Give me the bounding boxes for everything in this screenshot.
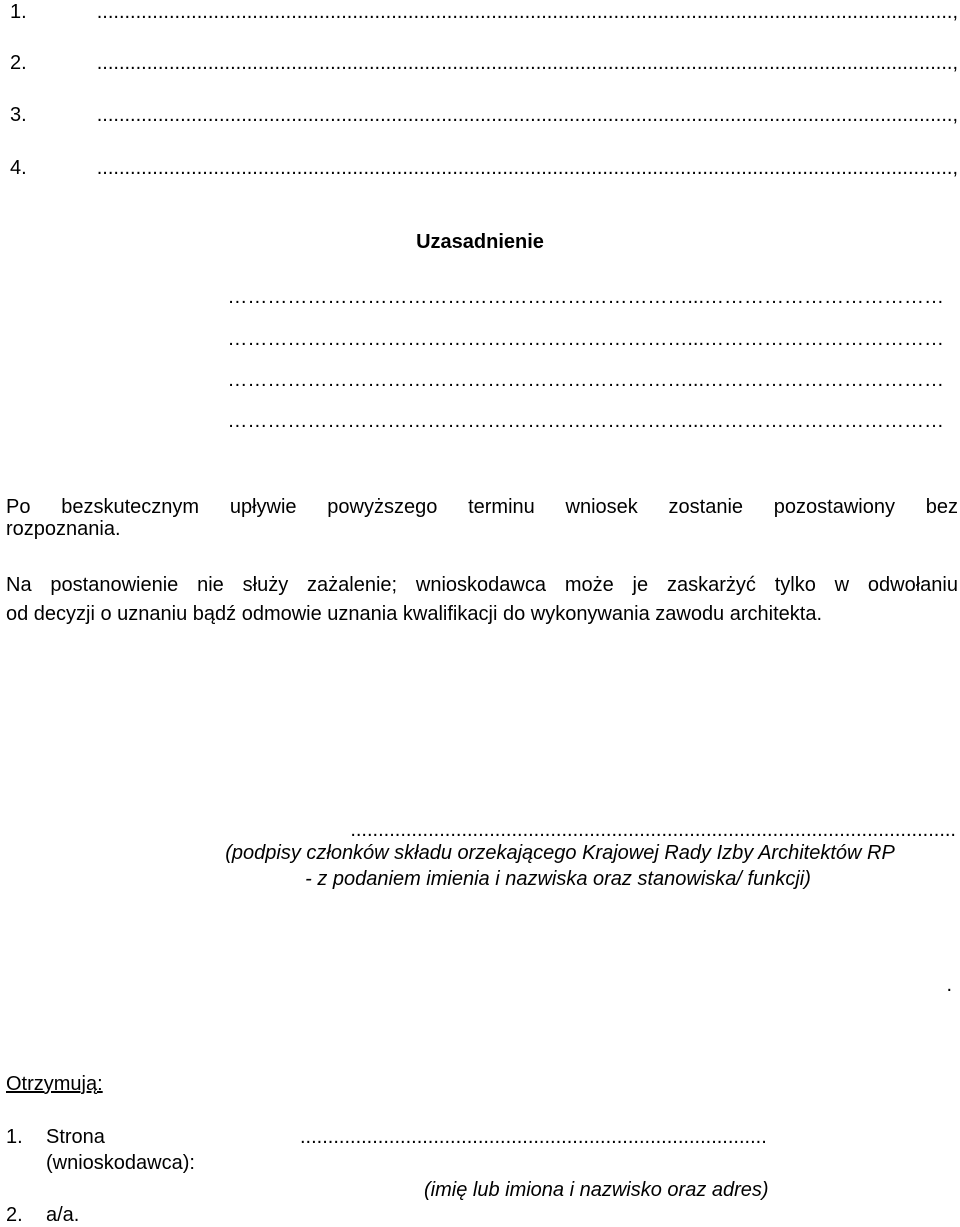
recipients-title: Otrzymują: bbox=[6, 1073, 103, 1095]
fill-line: ……………………………………………………………...……………………………… bbox=[227, 328, 944, 350]
recipient-label bbox=[46, 1124, 195, 1176]
paragraph-line: rozpoznania. bbox=[6, 518, 121, 540]
item-number: 1. bbox=[10, 1, 27, 23]
numbered-item-4 bbox=[10, 157, 958, 181]
recipient-number: 2. bbox=[6, 1204, 23, 1226]
signature-caption-line: (podpisy członków składu orzekającego Krajowej Rady Izby Architektów RP bbox=[225, 842, 895, 864]
paragraph-line: Po bezskutecznym upływie powyższego terminu wniosek zostanie pozostawiony bez bbox=[6, 496, 958, 518]
numbered-item-3 bbox=[10, 104, 958, 128]
numbered-item-1 bbox=[10, 1, 958, 25]
justification-heading: Uzasadnienie bbox=[416, 231, 544, 253]
address-line: .................................................................................... bbox=[300, 1126, 767, 1148]
signature-caption-line: - z podaniem imienia i nazwiska oraz stanowiska/ funkcji) bbox=[305, 868, 811, 890]
signature-caption bbox=[0, 840, 960, 892]
item-dots: .........................................................................................................................................................., bbox=[96, 104, 958, 126]
paragraph-unresolved bbox=[6, 494, 958, 543]
recipient-number: 1. bbox=[6, 1126, 23, 1148]
item-dots: .........................................................................................................................................................., bbox=[96, 1, 958, 23]
address-caption: (imię lub imiona i nazwisko oraz adres) bbox=[424, 1179, 769, 1201]
paragraph-line: Na postanowienie nie służy zażalenie; wnioskodawca może je zaskarżyć tylko w odwołaniu bbox=[6, 574, 958, 596]
item-dots: .........................................................................................................................................................., bbox=[96, 52, 958, 74]
recipient-label-line: (wnioskodawca): bbox=[46, 1152, 195, 1174]
signature-line: ............................................................................................................. bbox=[350, 819, 956, 841]
item-number: 3. bbox=[10, 104, 27, 126]
paragraph-appeal bbox=[6, 572, 958, 628]
fill-line: ……………………………………………………………...……………………………… bbox=[227, 286, 944, 308]
item-number: 4. bbox=[10, 157, 27, 179]
fill-line: ……………………………………………………………...……………………………… bbox=[227, 369, 944, 391]
fill-line: ……………………………………………………………...……………………………… bbox=[227, 410, 944, 432]
recipient-label: a/a. bbox=[46, 1204, 80, 1226]
numbered-item-2 bbox=[10, 52, 958, 76]
item-number: 2. bbox=[10, 52, 27, 74]
recipient-label-line: Strona bbox=[46, 1126, 105, 1148]
item-dots: .........................................................................................................................................................., bbox=[96, 157, 958, 179]
paragraph-line: od decyzji o uznaniu bądź odmowie uznania kwalifikacji do wykonywania zawodu architekta. bbox=[6, 603, 823, 625]
stray-dot: . bbox=[946, 974, 952, 996]
